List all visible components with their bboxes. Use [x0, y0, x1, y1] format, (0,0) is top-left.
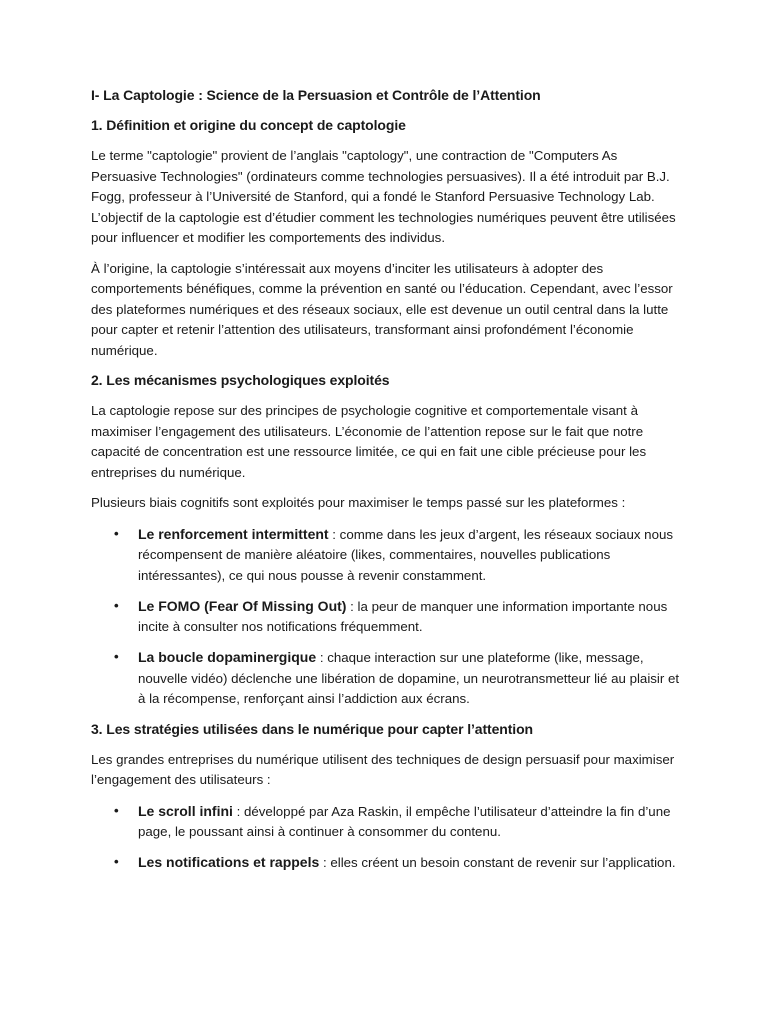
bullet-icon: •: [114, 525, 119, 541]
list-item: [91, 647, 681, 710]
paragraph: Plusieurs biais cognitifs sont exploités pour maximiser le temps passé sur les plateformes :: [91, 495, 626, 510]
bullet-list-biais: [91, 524, 681, 710]
bullet-text: : la peur de manquer une information importante nous incite à consulter nos notifications fréquemment.: [138, 598, 668, 634]
section-heading-mecanismes: 2. Les mécanismes psychologiques exploités: [91, 372, 390, 388]
paragraph: Les grandes entreprises du numérique utilisent des techniques de design persuasif pour maximiser l’engagement des utilisateurs :: [91, 751, 675, 787]
list-item: [91, 801, 681, 843]
list-item: [91, 852, 681, 874]
section-heading-definition: 1. Définition et origine du concept de captologie: [91, 117, 406, 133]
bullet-icon: •: [114, 649, 119, 664]
paragraph: À l’origine, la captologie s’intéressait aux moyens d’inciter les utilisateurs à adopter des comportements bénéfiques, comme la prévention en santé ou l’éducation. Cependant, avec l’essor des plateformes numériques et des réseaux sociaux, elle est devenue un outil central dans la lutte pour capter et retenir l’attention des utilisateurs, transformant ainsi profondément l’économie numérique.: [91, 260, 673, 358]
paragraph: La captologie repose sur des principes de psychologie cognitive et comportementale visant à maximiser l’engagement des utilisateurs. L’économie de l’attention repose sur le fait que notre capacité de concentration est une ressource limitée, ce qui en fait une cible précieuse pour les entreprises du numérique.: [91, 403, 647, 480]
bullet-term: Les notifications et rappels: [138, 854, 320, 870]
bullet-list-strategies: [91, 801, 681, 874]
bullet-term: Le FOMO (Fear Of Missing Out): [138, 597, 347, 614]
bullet-text: : chaque interaction sur une plateforme (like, message, nouvelle vidéo) déclenche une libération de dopamine, un neurotransmetteur lié au plaisir et à la récompense, renforçant ainsi l’addiction aux écrans.: [138, 650, 680, 706]
bullet-text: : développé par Aza Raskin, il empêche l’utilisateur d’atteindre la fin d’une page, le poussant ainsi à continuer à consommer du contenu.: [138, 803, 671, 839]
bullet-text: : comme dans les jeux d’argent, les réseaux sociaux nous récompensent de manière aléatoire (likes, commentaires, nouvelles publications intéressantes), ce qui nous pousse à revenir constamment.: [138, 526, 674, 583]
bullet-term: Le renforcement intermittent: [138, 525, 329, 542]
bullet-term: La boucle dopaminergique: [138, 649, 317, 665]
bullet-icon: •: [114, 597, 119, 613]
list-item: [91, 524, 681, 587]
bullet-term: Le scroll infini: [138, 802, 233, 819]
document-title: I- La Captologie : Science de la Persuasion et Contrôle de l’Attention: [91, 87, 541, 103]
section-heading-strategies: 3. Les stratégies utilisées dans le numérique pour capter l’attention: [91, 720, 534, 737]
paragraph: Le terme "captologie" provient de l’anglais "captology", une contraction de "Computers As Persuasive Technologies" (ordinateurs comme technologies persuasives). Il a été introduit par B.J. Fogg, professeur à l’Université de Stanford, qui a fondé le Stanford Persuasive Technology Lab. L’objectif de la captologie est d’étudier comment les technologies numériques peuvent être utilisées pour influencer et modifier les comportements des individus.: [91, 148, 676, 245]
bullet-text: : elles créent un besoin constant de revenir sur l’application.: [319, 855, 676, 870]
bullet-icon: •: [114, 854, 119, 869]
document-page: [91, 86, 681, 884]
bullet-icon: •: [114, 802, 119, 818]
list-item: [91, 596, 681, 638]
